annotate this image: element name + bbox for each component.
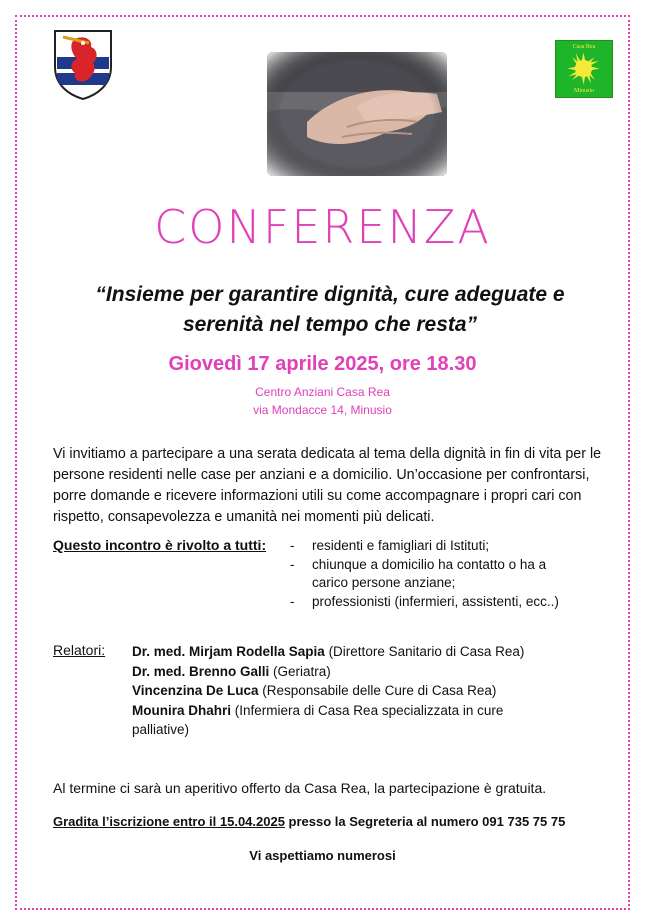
speakers-label: Relatori: [53, 642, 106, 658]
event-venue [0, 383, 645, 419]
subtitle-line-2: serenità nel tempo che resta” [182, 313, 478, 336]
audience-item [290, 537, 620, 556]
speaker-role: (Infermiera di Casa Rea specializzata in cure palliative) [132, 702, 504, 737]
audience-item-text: chiunque a domicilio ha contatto o ha a carico persone anziane; [312, 556, 547, 590]
coat-of-arms-logo [53, 29, 113, 101]
event-subtitle [40, 280, 620, 340]
audience-list [290, 537, 620, 611]
closing-note: Al termine ci sarà un aperitivo offerto da Casa Rea, la partecipazione è gratuita. [53, 780, 547, 796]
signoff: Vi aspettiamo numerosi [249, 848, 396, 863]
speaker-row [132, 662, 602, 682]
speaker-row [132, 642, 602, 662]
speaker-name: Vincenzina De Luca [132, 683, 259, 698]
casa-rea-logo [555, 40, 613, 98]
speaker-name: Dr. med. Brenno Galli [132, 663, 270, 679]
speaker-role: (Geriatra) [269, 663, 331, 679]
logo-bottom-text: Minusio [573, 88, 594, 94]
registration-contact: presso la Segreteria al numero 091 735 75 75 [284, 814, 566, 829]
venue-name: Centro Anziani Casa Rea [255, 385, 390, 399]
registration-deadline: Gradita l’iscrizione entro il 15.04.2025 [53, 814, 285, 829]
hands-photo [267, 52, 447, 176]
intro-paragraph: Vi invitiamo a partecipare a una serata dedicata al tema della dignità in fin di vita per le persone residenti nelle case per anziani e a domicilio. Un’occasione per confrontarsi, porre domande e ricevere informazioni utili su come accompagnare i propri cari con rispetto, consapevolezza e umanità nei momenti più delicati. [53, 446, 602, 525]
speaker-name: Mounira Dhahri [132, 702, 232, 718]
speaker-row [132, 701, 552, 740]
page-title: CONFERENZA [154, 200, 491, 254]
bullet-dash: - [290, 556, 295, 572]
venue-address: via Mondacce 14, Minusio [253, 403, 392, 417]
speaker-role: (Responsabile delle Cure di Casa Rea) [258, 683, 497, 698]
audience-item-text: professionisti (infermieri, assistenti, ecc..) [312, 593, 559, 609]
speaker-row [132, 681, 602, 701]
audience-item [290, 556, 620, 593]
audience-item-text: residenti e famigliari di Istituti; [312, 538, 490, 553]
registration-note [53, 814, 623, 829]
audience-item [290, 593, 620, 612]
logo-top-text: Casa Rea [572, 44, 596, 50]
audience-label: Questo incontro è rivolto a tutti: [53, 537, 267, 553]
speaker-name: Dr. med. Mirjam Rodella Sapia [132, 644, 325, 659]
bullet-dash: - [290, 538, 295, 553]
speakers-list [132, 642, 602, 740]
event-date: Giovedì 17 aprile 2025, ore 18.30 [168, 353, 477, 375]
bullet-dash: - [290, 593, 295, 609]
speaker-role: (Direttore Sanitario di Casa Rea) [324, 644, 525, 659]
subtitle-line-1: “Insieme per garantire dignità, cure adeguate e [95, 283, 565, 306]
